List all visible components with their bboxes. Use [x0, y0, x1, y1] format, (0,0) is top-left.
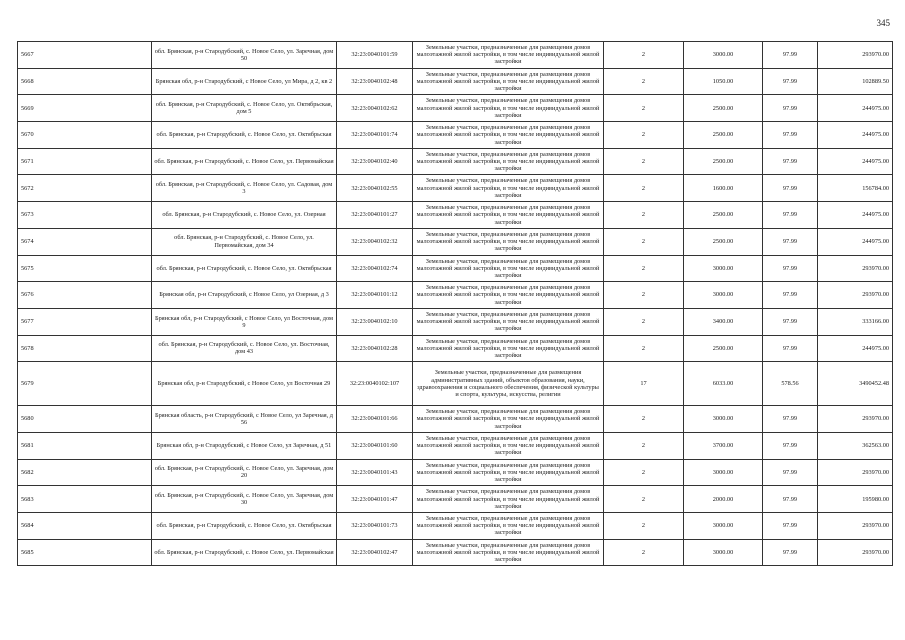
- table-row: [18, 539, 893, 566]
- cadastral-number-cell: 32:23:0040101:66: [337, 406, 413, 433]
- cadastral-value-cell: 293970.00: [818, 459, 893, 486]
- permitted-use-cell: Земельные участки, предназначенные для размещения домов малоэтажной жилой застройки, в том числе индивидуальной жилой застройки: [413, 282, 604, 309]
- table-row: [18, 432, 893, 459]
- cadastral-value-cell: 293970.00: [818, 255, 893, 282]
- cadastral-number-cell: 32:23:0040102:107: [337, 362, 413, 406]
- address-cell: обл. Брянская, р-н Стародубский, с. Новое Село, ул. Октябрьская: [152, 255, 337, 282]
- cadastral-number-cell: 32:23:0040102:28: [337, 335, 413, 362]
- address-cell: Брянская область, р-н Стародубский, с Новое Село, ул Заречная, д 56: [152, 406, 337, 433]
- specific-value-cell: 97.99: [763, 95, 818, 122]
- area-cell: 3000.00: [684, 539, 763, 566]
- group-code-cell: 2: [604, 122, 684, 149]
- address-cell: обл. Брянская, р-н Стародубский, с. Новое Село, ул. Садовая, дом 3: [152, 175, 337, 202]
- cadastral-value-cell: 195980.00: [818, 486, 893, 513]
- area-cell: 6033.00: [684, 362, 763, 406]
- row-number-cell: 5682: [18, 459, 152, 486]
- table-row: [18, 42, 893, 69]
- row-number-cell: 5683: [18, 486, 152, 513]
- table-row: [18, 228, 893, 255]
- area-cell: 3000.00: [684, 513, 763, 540]
- cadastral-value-cell: 362563.00: [818, 432, 893, 459]
- cadastral-number-cell: 32:23:0040101:59: [337, 42, 413, 69]
- cadastral-value-cell: 244975.00: [818, 122, 893, 149]
- specific-value-cell: 97.99: [763, 308, 818, 335]
- permitted-use-cell: Земельные участки, предназначенные для размещения домов малоэтажной жилой застройки, в том числе индивидуальной жилой застройки: [413, 175, 604, 202]
- cadastral-value-cell: 244975.00: [818, 228, 893, 255]
- permitted-use-cell: Земельные участки, предназначенные для размещения домов малоэтажной жилой застройки, в том числе индивидуальной жилой застройки: [413, 308, 604, 335]
- cadastral-number-cell: 32:23:0040102:62: [337, 95, 413, 122]
- cadastral-number-cell: 32:23:0040101:12: [337, 282, 413, 309]
- area-cell: 3700.00: [684, 432, 763, 459]
- row-number-cell: 5667: [18, 42, 152, 69]
- table-row: [18, 486, 893, 513]
- specific-value-cell: 97.99: [763, 282, 818, 309]
- permitted-use-cell: Земельные участки, предназначенные для размещения домов малоэтажной жилой застройки, в том числе индивидуальной жилой застройки: [413, 122, 604, 149]
- cadastral-number-cell: 32:23:0040102:74: [337, 255, 413, 282]
- cadastral-value-cell: 3490452.48: [818, 362, 893, 406]
- group-code-cell: 2: [604, 432, 684, 459]
- address-cell: Брянская обл, р-н Стародубский, с Новое Село, ул Озерная, д 3: [152, 282, 337, 309]
- area-cell: 2500.00: [684, 122, 763, 149]
- address-cell: Брянская обл, р-н Стародубский, с Новое Село, ул Заречная, д 51: [152, 432, 337, 459]
- area-cell: 2500.00: [684, 335, 763, 362]
- address-cell: обл. Брянская, р-н Стародубский, с. Новое Село, ул. Октябрьская, дом 5: [152, 95, 337, 122]
- area-cell: 3000.00: [684, 42, 763, 69]
- permitted-use-cell: Земельные участки, предназначенные для размещения домов малоэтажной жилой застройки, в том числе индивидуальной жилой застройки: [413, 486, 604, 513]
- address-cell: обл. Брянская, р-н Стародубский, с. Новое Село, ул. Первомайская, дом 34: [152, 228, 337, 255]
- specific-value-cell: 578.56: [763, 362, 818, 406]
- area-cell: 3000.00: [684, 255, 763, 282]
- specific-value-cell: 97.99: [763, 459, 818, 486]
- group-code-cell: 2: [604, 68, 684, 95]
- cadastral-number-cell: 32:23:0040101:73: [337, 513, 413, 540]
- address-cell: обл. Брянская, р-н Стародубский, с. Новое Село, ул. Восточная, дом 43: [152, 335, 337, 362]
- specific-value-cell: 97.99: [763, 432, 818, 459]
- cadastral-value-cell: 333166.00: [818, 308, 893, 335]
- area-cell: 2500.00: [684, 228, 763, 255]
- cadastral-number-cell: 32:23:0040101:27: [337, 202, 413, 229]
- group-code-cell: 2: [604, 175, 684, 202]
- table-row: [18, 362, 893, 406]
- table-row: [18, 175, 893, 202]
- cadastral-value-cell: 293970.00: [818, 42, 893, 69]
- address-cell: Брянская обл, р-н Стародубский, с Новое Село, ул Мира, д 2, кв 2: [152, 68, 337, 95]
- table-row: [18, 255, 893, 282]
- cadastral-value-cell: 293970.00: [818, 539, 893, 566]
- address-cell: обл. Брянская, р-н Стародубский, с. Новое Село, ул. Октябрьская: [152, 513, 337, 540]
- area-cell: 3000.00: [684, 282, 763, 309]
- permitted-use-cell: Земельные участки, предназначенные для размещения административных зданий, объектов образования, науки, здравоохранения и социального обеспечения, физической культуры и спорта, культуры, искусства, религии: [413, 362, 604, 406]
- table-row: [18, 122, 893, 149]
- address-cell: обл. Брянская, р-н Стародубский, с. Новое Село, ул. Октябрьская: [152, 122, 337, 149]
- group-code-cell: 2: [604, 459, 684, 486]
- area-cell: 3000.00: [684, 459, 763, 486]
- specific-value-cell: 97.99: [763, 486, 818, 513]
- row-number-cell: 5671: [18, 148, 152, 175]
- row-number-cell: 5672: [18, 175, 152, 202]
- cadastral-number-cell: 32:23:0040101:60: [337, 432, 413, 459]
- row-number-cell: 5673: [18, 202, 152, 229]
- specific-value-cell: 97.99: [763, 539, 818, 566]
- address-cell: обл. Брянская, р-н Стародубский, с. Новое Село, ул. Заречная, дом 30: [152, 486, 337, 513]
- cadastral-value-cell: 293970.00: [818, 282, 893, 309]
- address-cell: обл. Брянская, р-н Стародубский, с. Новое Село, ул. Заречная, дом 20: [152, 459, 337, 486]
- cadastral-value-cell: 293970.00: [818, 406, 893, 433]
- area-cell: 2500.00: [684, 148, 763, 175]
- cadastral-value-cell: 244975.00: [818, 202, 893, 229]
- address-cell: Брянская обл, р-н Стародубский, с Новое Село, ул Восточная, дом 9: [152, 308, 337, 335]
- cadastral-value-cell: 244975.00: [818, 335, 893, 362]
- permitted-use-cell: Земельные участки, предназначенные для размещения домов малоэтажной жилой застройки, в том числе индивидуальной жилой застройки: [413, 202, 604, 229]
- row-number-cell: 5679: [18, 362, 152, 406]
- specific-value-cell: 97.99: [763, 406, 818, 433]
- group-code-cell: 2: [604, 539, 684, 566]
- group-code-cell: 2: [604, 308, 684, 335]
- specific-value-cell: 97.99: [763, 68, 818, 95]
- table-row: [18, 202, 893, 229]
- group-code-cell: 2: [604, 486, 684, 513]
- row-number-cell: 5684: [18, 513, 152, 540]
- row-number-cell: 5685: [18, 539, 152, 566]
- land-plot-registry-table: [17, 41, 893, 566]
- permitted-use-cell: Земельные участки, предназначенные для размещения домов малоэтажной жилой застройки, в том числе индивидуальной жилой застройки: [413, 539, 604, 566]
- cadastral-value-cell: 102889.50: [818, 68, 893, 95]
- group-code-cell: 2: [604, 406, 684, 433]
- table-row: [18, 148, 893, 175]
- cadastral-number-cell: 32:23:0040102:32: [337, 228, 413, 255]
- area-cell: 3400.00: [684, 308, 763, 335]
- permitted-use-cell: Земельные участки, предназначенные для размещения домов малоэтажной жилой застройки, в том числе индивидуальной жилой застройки: [413, 513, 604, 540]
- group-code-cell: 2: [604, 95, 684, 122]
- address-cell: Брянская обл, р-н Стародубский, с Новое Село, ул Восточная 29: [152, 362, 337, 406]
- address-cell: обл. Брянская, р-н Стародубский, с. Новое Село, ул. Первомайская: [152, 148, 337, 175]
- permitted-use-cell: Земельные участки, предназначенные для размещения домов малоэтажной жилой застройки, в том числе индивидуальной жилой застройки: [413, 432, 604, 459]
- permitted-use-cell: Земельные участки, предназначенные для размещения домов малоэтажной жилой застройки, в том числе индивидуальной жилой застройки: [413, 406, 604, 433]
- specific-value-cell: 97.99: [763, 148, 818, 175]
- address-cell: обл. Брянская, р-н Стародубский, с. Новое Село, ул. Первомайская: [152, 539, 337, 566]
- specific-value-cell: 97.99: [763, 175, 818, 202]
- group-code-cell: 2: [604, 255, 684, 282]
- table-row: [18, 459, 893, 486]
- cadastral-number-cell: 32:23:0040102:40: [337, 148, 413, 175]
- permitted-use-cell: Земельные участки, предназначенные для размещения домов малоэтажной жилой застройки, в том числе индивидуальной жилой застройки: [413, 42, 604, 69]
- row-number-cell: 5669: [18, 95, 152, 122]
- table-row: [18, 513, 893, 540]
- permitted-use-cell: Земельные участки, предназначенные для размещения домов малоэтажной жилой застройки, в том числе индивидуальной жилой застройки: [413, 228, 604, 255]
- group-code-cell: 2: [604, 335, 684, 362]
- permitted-use-cell: Земельные участки, предназначенные для размещения домов малоэтажной жилой застройки, в том числе индивидуальной жилой застройки: [413, 95, 604, 122]
- area-cell: 1050.00: [684, 68, 763, 95]
- cadastral-value-cell: 293970.00: [818, 513, 893, 540]
- specific-value-cell: 97.99: [763, 335, 818, 362]
- row-number-cell: 5680: [18, 406, 152, 433]
- group-code-cell: 2: [604, 148, 684, 175]
- specific-value-cell: 97.99: [763, 255, 818, 282]
- cadastral-number-cell: 32:23:0040101:43: [337, 459, 413, 486]
- specific-value-cell: 97.99: [763, 228, 818, 255]
- table-row: [18, 68, 893, 95]
- area-cell: 2500.00: [684, 95, 763, 122]
- area-cell: 1600.00: [684, 175, 763, 202]
- table-row: [18, 95, 893, 122]
- cadastral-number-cell: 32:23:0040101:47: [337, 486, 413, 513]
- registry-body: [18, 42, 893, 566]
- specific-value-cell: 97.99: [763, 42, 818, 69]
- specific-value-cell: 97.99: [763, 202, 818, 229]
- group-code-cell: 17: [604, 362, 684, 406]
- cadastral-number-cell: 32:23:0040102:10: [337, 308, 413, 335]
- permitted-use-cell: Земельные участки, предназначенные для размещения домов малоэтажной жилой застройки, в том числе индивидуальной жилой застройки: [413, 148, 604, 175]
- cadastral-value-cell: 156784.00: [818, 175, 893, 202]
- table-row: [18, 282, 893, 309]
- area-cell: 2000.00: [684, 486, 763, 513]
- specific-value-cell: 97.99: [763, 122, 818, 149]
- group-code-cell: 2: [604, 282, 684, 309]
- group-code-cell: 2: [604, 42, 684, 69]
- cadastral-value-cell: 244975.00: [818, 95, 893, 122]
- page-number: 345: [876, 18, 890, 28]
- table-row: [18, 308, 893, 335]
- cadastral-number-cell: 32:23:0040102:55: [337, 175, 413, 202]
- row-number-cell: 5678: [18, 335, 152, 362]
- row-number-cell: 5668: [18, 68, 152, 95]
- row-number-cell: 5674: [18, 228, 152, 255]
- permitted-use-cell: Земельные участки, предназначенные для размещения домов малоэтажной жилой застройки, в том числе индивидуальной жилой застройки: [413, 459, 604, 486]
- group-code-cell: 2: [604, 513, 684, 540]
- cadastral-number-cell: 32:23:0040102:48: [337, 68, 413, 95]
- row-number-cell: 5676: [18, 282, 152, 309]
- cadastral-number-cell: 32:23:0040101:74: [337, 122, 413, 149]
- row-number-cell: 5670: [18, 122, 152, 149]
- row-number-cell: 5681: [18, 432, 152, 459]
- area-cell: 3000.00: [684, 406, 763, 433]
- permitted-use-cell: Земельные участки, предназначенные для размещения домов малоэтажной жилой застройки, в том числе индивидуальной жилой застройки: [413, 335, 604, 362]
- row-number-cell: 5677: [18, 308, 152, 335]
- row-number-cell: 5675: [18, 255, 152, 282]
- permitted-use-cell: Земельные участки, предназначенные для размещения домов малоэтажной жилой застройки, в том числе индивидуальной жилой застройки: [413, 68, 604, 95]
- group-code-cell: 2: [604, 202, 684, 229]
- cadastral-number-cell: 32:23:0040102:47: [337, 539, 413, 566]
- cadastral-value-cell: 244975.00: [818, 148, 893, 175]
- table-row: [18, 335, 893, 362]
- group-code-cell: 2: [604, 228, 684, 255]
- address-cell: обл. Брянская, р-н Стародубский, с. Новое Село, ул. Заречная, дом 50: [152, 42, 337, 69]
- table-row: [18, 406, 893, 433]
- area-cell: 2500.00: [684, 202, 763, 229]
- permitted-use-cell: Земельные участки, предназначенные для размещения домов малоэтажной жилой застройки, в том числе индивидуальной жилой застройки: [413, 255, 604, 282]
- address-cell: обл. Брянская, р-н Стародубский, с. Новое Село, ул. Озерная: [152, 202, 337, 229]
- specific-value-cell: 97.99: [763, 513, 818, 540]
